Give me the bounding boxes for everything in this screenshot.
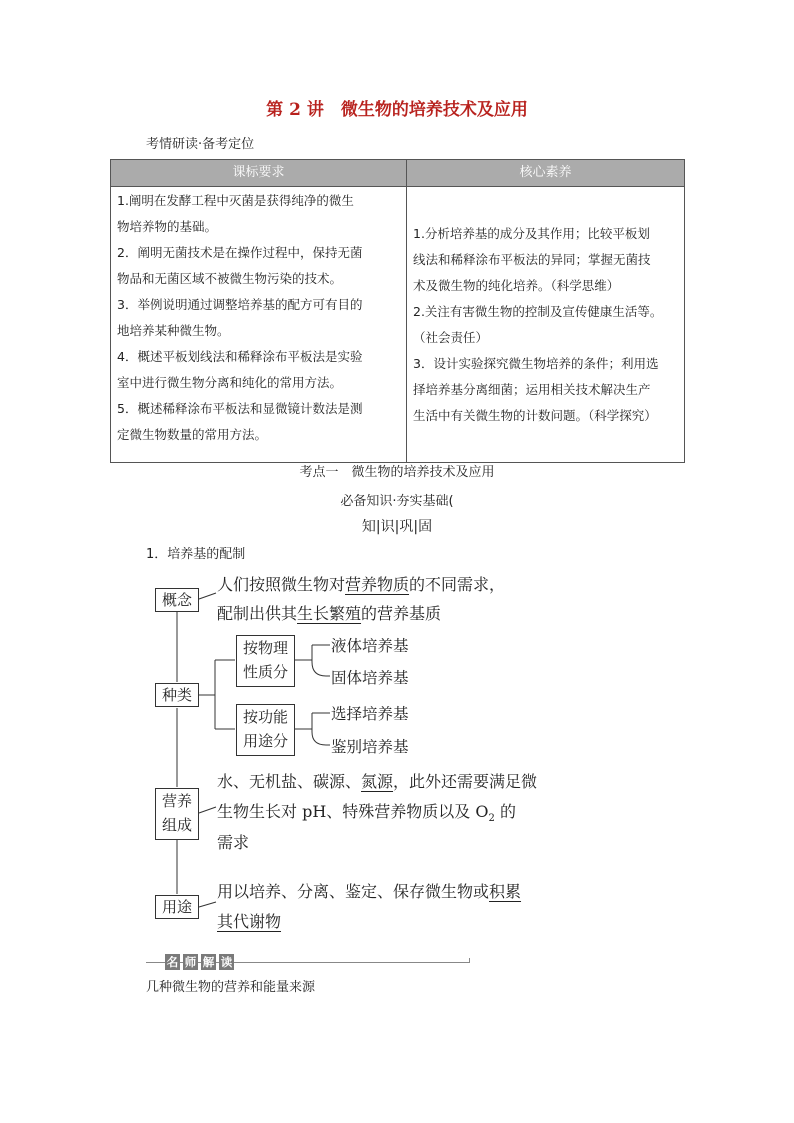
section-subtitle: 考情研读·备考定位 <box>146 137 255 152</box>
page-title: 第 2 讲 微生物的培养技术及应用 <box>266 100 528 120</box>
standards-line: 1.阐明在发酵工程中灭菌是获得纯净的微生 <box>117 193 354 208</box>
use-box: 用途 <box>155 895 199 919</box>
kaodian-heading: 考点一 微生物的培养技术及应用 <box>299 465 495 480</box>
subsection-heading: 几种微生物的营养和能量来源 <box>146 980 316 995</box>
text-span: 的营养基质 <box>361 604 442 623</box>
literacy-line: 线法和稀释涂布平板法的异同；掌握无菌技 <box>413 251 651 267</box>
differential-medium: 鉴别培养基 <box>331 738 409 756</box>
literacy-line: 择培养基分离细菌；运用相关技术解决生产 <box>413 381 651 397</box>
concept-box: 概念 <box>155 588 199 612</box>
box-line: 按功能 <box>242 708 288 726</box>
mingshi-banner <box>146 954 470 970</box>
literacy-line: 3．设计实验探究微生物培养的条件；利用选 <box>413 355 659 371</box>
standards-line: 5．概述稀释涂布平板法和显微镜计数法是测 <box>117 401 363 416</box>
table-header-standards: 课标要求 <box>111 160 407 187</box>
banner-chip: 读 <box>220 955 233 969</box>
box-line: 性质分 <box>242 663 288 681</box>
text-span: 配制出供其 <box>217 604 298 623</box>
literacy-line: 2.关注有害微生物的控制及宣传健康生活等。 <box>413 303 663 319</box>
standards-line: 3．举例说明通过调整培养基的配方可有目的 <box>117 297 363 312</box>
standards-line: 2．阐明无菌技术是在操作过程中，保持无菌 <box>117 245 363 260</box>
solid-medium: 固体培养基 <box>331 669 409 687</box>
nutrient-line-3: 需求 <box>217 833 250 852</box>
underlined-term: 生长繁殖 <box>297 604 362 623</box>
text-span: 的 <box>494 802 516 821</box>
nutrient-line-2 <box>217 795 516 835</box>
use-line-2: 其代谢物 <box>217 912 282 931</box>
standards-line: 4．概述平板划线法和稀释涂布平板法是实验 <box>117 349 363 364</box>
liquid-medium: 液体培养基 <box>331 637 409 655</box>
literacy-line: 1.分析培养基的成分及其作用；比较平板划 <box>413 225 650 241</box>
text-span: 人们按照微生物对 <box>217 575 346 594</box>
literacy-line: 术及微生物的纯化培养。（科学思维） <box>413 277 620 293</box>
section-heading-medium: 1．培养基的配制 <box>146 547 246 562</box>
underlined-term: 氮源 <box>361 772 394 791</box>
box-line: 营养 <box>161 792 192 810</box>
text-span: 水、无机盐、碳源、 <box>217 772 362 791</box>
zhishi-heading: 知|识|巩|固 <box>361 519 433 535</box>
use-line-1 <box>217 875 521 908</box>
function-use-box <box>236 704 295 756</box>
selective-medium: 选择培养基 <box>331 705 409 723</box>
text-span: 的不同需求， <box>409 575 506 594</box>
standards-line: 物品和无菌区域不被微生物污染的技术。 <box>117 271 343 286</box>
concept-line-2 <box>217 597 441 630</box>
box-line: 按物理 <box>242 639 288 657</box>
standards-line: 定微生物数量的常用方法。 <box>117 427 268 442</box>
literacy-line: （社会责任） <box>413 329 489 345</box>
table-header-literacy: 核心素养 <box>407 160 685 187</box>
nutrient-box <box>155 788 199 840</box>
box-line: 组成 <box>161 816 192 834</box>
underlined-term: 营养物质 <box>345 575 410 594</box>
box-line: 用途分 <box>242 732 288 750</box>
text-span: 生物生长对 pH、特殊营养物质以及 O <box>217 802 489 821</box>
literacy-line: 生活中有关微生物的计数问题。（科学探究） <box>413 407 657 423</box>
bibei-heading: 必备知识·夯实基础( <box>340 494 454 509</box>
text-span: ，此外还需要满足微 <box>393 772 538 791</box>
types-box: 种类 <box>155 683 199 707</box>
nutrient-line-1 <box>217 765 537 798</box>
text-span: 用以培养、分离、鉴定、保存微生物或 <box>217 882 490 901</box>
underlined-term: 积累 <box>489 882 522 901</box>
banner-rule-end <box>469 958 470 963</box>
banner-chip: 名 <box>166 955 179 969</box>
standards-line: 室中进行微生物分离和纯化的常用方法。 <box>117 375 343 390</box>
standards-line: 地培养某种微生物。 <box>117 323 230 338</box>
banner-chip: 师 <box>184 955 197 969</box>
banner-chip: 解 <box>202 955 215 969</box>
physical-property-box <box>236 635 295 687</box>
standards-line: 物培养物的基础。 <box>117 219 218 234</box>
subscript: 2 <box>488 813 495 825</box>
